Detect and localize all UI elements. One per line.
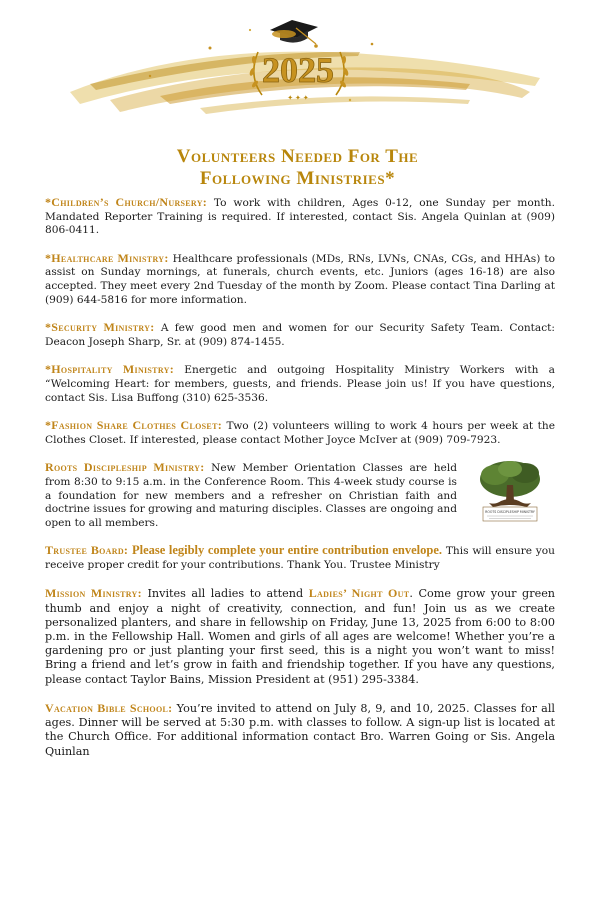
entry-text: This will ensure you receive proper credit for your contributions. Thank You. Trustee Ministry — [45, 545, 555, 571]
entry-security — [45, 321, 555, 349]
entry-label: Roots Discipleship Ministry: — [45, 460, 205, 475]
svg-text:✦ ✦ ✦: ✦ ✦ ✦ — [287, 95, 309, 102]
entry-mission-ministry — [45, 586, 555, 686]
mission-event-name: Ladies’ Night Out — [308, 586, 410, 601]
entry-label: Vacation Bible School: — [45, 700, 173, 715]
entry-label: Trustee Board: — [45, 543, 129, 558]
entry-label: *Children’s Church/Nursery: — [45, 195, 208, 209]
entry-text: New Member Orientation Classes are held from 8:30 to 9:15 a.m. in the Conference Room. This 4-week study course is a foundation for new members and a refresher on Christian faith and doctrine issues for growing and maturing disciples. Classes are ongoing and open to all members. — [45, 462, 457, 529]
entry-label: *Fashion Share Clothes Closet: — [45, 418, 222, 433]
entry-text-a: Invites all ladies to attend — [147, 587, 304, 601]
trustee-highlight: Please legibly complete your entire contribution envelope. — [132, 543, 443, 558]
roots-tree-logo-icon — [465, 457, 555, 525]
entry-text: A few good men and women for our Security Safety Team. Contact: Deacon Joseph Sharp, Sr. at (909) 874-1455. — [45, 322, 555, 348]
entry-text: To work with children, Ages 0-12, one Sunday per month. Mandated Reporter Training is required. If interested, contact Sis. Angela Quinlan at (909) 806-0411. — [45, 197, 555, 237]
entry-text: You’re invited to attend on July 8, 9, and 10, 2025. Classes for all ages. Dinner will be served at 5:30 p.m. with classes to follow. A sign-up list is located at the Church Office. For additional information contact Bro. Warren Going or Sis. Angela Quinlan — [45, 701, 556, 758]
entry-hospitality — [45, 363, 555, 405]
entry-childrens-church — [45, 196, 555, 238]
page-title — [0, 146, 595, 190]
entry-label: *Healthcare Ministry: — [45, 250, 169, 265]
year-2025: 2025 — [262, 50, 334, 90]
roots-text-block — [45, 461, 457, 530]
roots-logo-text: ROOTS DISCIPLESHIP MINISTRY — [485, 510, 535, 515]
entry-text: Healthcare professionals (MDs, RNs, LVNs, CNAs, CGs, and HHAs) to assist on Sunday mornings, at funerals, church events, etc. Juniors (ages 16-18) are also accepted. They meet every 2nd Tuesday of the month by Zoom. Please contact Tina Darling at (909) 644-5816 for more information. — [45, 252, 556, 306]
entry-trustee-board — [45, 544, 555, 572]
entry-vacation-bible-school — [45, 701, 555, 759]
entry-fashion-share — [45, 419, 555, 447]
entry-text: Two (2) volunteers willing to work 4 hours per week at the Clothes Closet. If interested, please contact Mother Joyce McIver at (909) 709-7923. — [45, 420, 555, 446]
entry-healthcare — [45, 252, 555, 307]
entry-label: *Hospitality Ministry: — [45, 362, 174, 377]
entry-text: Energetic and outgoing Hospitality Ministry Workers with a “Welcoming Heart: for members, guests, and friends. Please join us! If you have questions, contact Sis. Lisa Buffong (310) 625-3536. — [45, 364, 556, 404]
header-graphic — [0, 0, 595, 140]
title-line-1: Volunteers Needed For The — [176, 146, 419, 167]
entry-label: Mission Ministry: — [45, 586, 142, 601]
entry-label: *Security Ministry: — [45, 320, 155, 335]
ministry-list — [45, 196, 555, 773]
entry-text-b: . Come grow your green thumb and enjoy a night of creativity, connection, and fun! Join us as we create personalized planters, and share in fellowship on Friday, June 13, 2025 from 6:00 to 8:00 p.m. in the Fellowship Hall. Women and girls of all ages are welcome! Whether you’re a gardening pro or just planting your first seed, this is a night you won’t want to miss! Bring a friend and let’s grow in faith and friendship together. If you have any questions, please contact Taylor Bains, Mission President at (951) 295-3384. — [45, 587, 556, 686]
graduation-cap-icon — [270, 20, 318, 48]
title-line-2: Following Ministries* — [199, 168, 396, 189]
entry-roots-discipleship — [45, 461, 555, 530]
